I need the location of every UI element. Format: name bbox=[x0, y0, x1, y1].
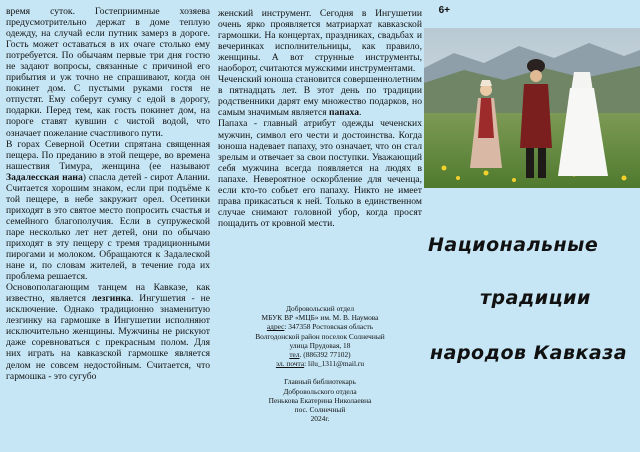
email-label: эл. почта bbox=[275, 359, 305, 369]
email-value: : lilu_1311@mail.ru bbox=[304, 359, 365, 369]
age-rating-badge: 6+ bbox=[438, 5, 450, 16]
bold-term-lezginka: лезгинка bbox=[91, 293, 131, 305]
text-column-2 bbox=[218, 8, 422, 229]
paragraph-sacred-cave bbox=[6, 139, 210, 283]
cover-title-line-2: традиции bbox=[480, 287, 591, 309]
contact-phone bbox=[218, 350, 422, 359]
signature-year: 2024г. bbox=[310, 414, 330, 424]
text-span: В горах Северной Осетии спрятана священная пещера. По преданию в этой пещере, во времена нашествия Тимура, женщина (ее называют bbox=[6, 138, 210, 172]
contact-address bbox=[218, 322, 422, 331]
phone-value: . (886392 77102) bbox=[299, 350, 351, 360]
cover-panel bbox=[424, 0, 640, 452]
text-span: . bbox=[359, 107, 362, 119]
phone-label: тел bbox=[289, 350, 300, 360]
text-column-1 bbox=[6, 6, 210, 382]
text-span: Чеченский юноша становится совершеннолетним в пятнадцать лет. В этот день по традиции родственники дарят ему множество подарков, но самым значимым является bbox=[218, 74, 422, 119]
contact-block bbox=[218, 304, 422, 423]
paragraph-coming-of-age bbox=[218, 74, 422, 118]
address-label: адрес bbox=[266, 322, 285, 332]
signature-name: Пенькова Екатерина Николаевна bbox=[268, 395, 372, 405]
signature-dept: Добровольского отдела bbox=[283, 386, 357, 396]
signature-place: пос. Солнечный bbox=[294, 405, 346, 415]
cover-title-line-1: Национальные bbox=[428, 234, 599, 256]
contact-org: МБУК ВР «МЦБ» им. М. В. Наумова bbox=[261, 313, 379, 323]
contact-street: улица Прудовая, 18 bbox=[289, 340, 351, 350]
cover-photo bbox=[424, 28, 640, 188]
bold-term-zadaleskaya-nana: Задалесская нана bbox=[6, 171, 83, 183]
contact-dept: Добровольский отдел bbox=[285, 304, 355, 313]
text-span: ) спасла детей - сирот Алании. Считается хорошим знаком, если при подъёме к той пещере, в небе закружит орел. Осетинки приходят в это святое место попросить счастья и семейного благополучия. Если в супружеской паре несколько лет нет детей, они по обычаю приходят в эту пещеру с тремя традиционными пирогами и молоком. Обращаются к Задалеской нане и, по словам жителей, в течение года их проблема решается. bbox=[6, 171, 210, 283]
contact-email bbox=[218, 359, 422, 368]
address-value: : 347358 Ростовская область bbox=[284, 322, 374, 332]
paragraph-harmonica: женский инструмент. Сегодня в Ингушетии очень ярко проявляется матриархат кавказской гармошки. На концертах, праздниках, свадьбах и вечеринках исполнительницы, как правило, женщины. А вот струнные инструменты, наоборот, считаются мужскими инструментами. bbox=[218, 8, 422, 75]
contact-district: Волгодонской район поселок Солнечный bbox=[255, 331, 385, 341]
cover-title-line-3: народов Кавказа bbox=[430, 342, 628, 364]
bold-term-papakha: папаха bbox=[329, 107, 360, 119]
paragraph-hospitality: время суток. Гостеприимные хозяева предусмотрительно держат в доме теплую одежду, на случай если путник замерз в дороге. Гость может оставаться в их очаге столько ему потребуется. По обычаям первые три дня гостю не задают вопросы, связанные с причиной его прибытия и уж точно не спрашивают, когда он покинет дом. С пустыми руками гостя не отпустят. Ему соберут сумку с едой в дорогу, подарки. Перед тем, как гость покинет дом, на пороге ставят кувшин с чистой водой, что означает пожелание счастливого пути. bbox=[6, 6, 210, 139]
paragraph-papakha: Папаха - главный атрибут одежды чеченских мужчин, символ его чести и достоинства. Когда юноша надевает папаху, это означает, что он стал зрелым и отвечает за свои поступки. Уважающий себя мужчина всегда появляется на людях в папахе. Невероятное оскорбление для чеченца, если кто-то собьет его папаху. Никто не имеет права прикасаться к ней. Только в единственном случае снимают головной убор, когда просят пощадить от кровной мести. bbox=[218, 118, 422, 229]
text-span: Основополагающим танцем на Кавказе, как известно, является bbox=[6, 282, 210, 305]
signature-title: Главный библиотекарь bbox=[284, 377, 356, 387]
text-span: . Ингушетия - не исключение. Однако традиционно знаменитую лезгинку на гармошке в Ингушетии исполняют исключительно женщины. Мужчины не рискуют даже соревноваться с прекрасным полом. Для них играть на кавказской гармошке является делом не совсем недостойным. Считается, что гармошка - это сугубо bbox=[6, 293, 210, 382]
paragraph-lezginka bbox=[6, 282, 210, 381]
